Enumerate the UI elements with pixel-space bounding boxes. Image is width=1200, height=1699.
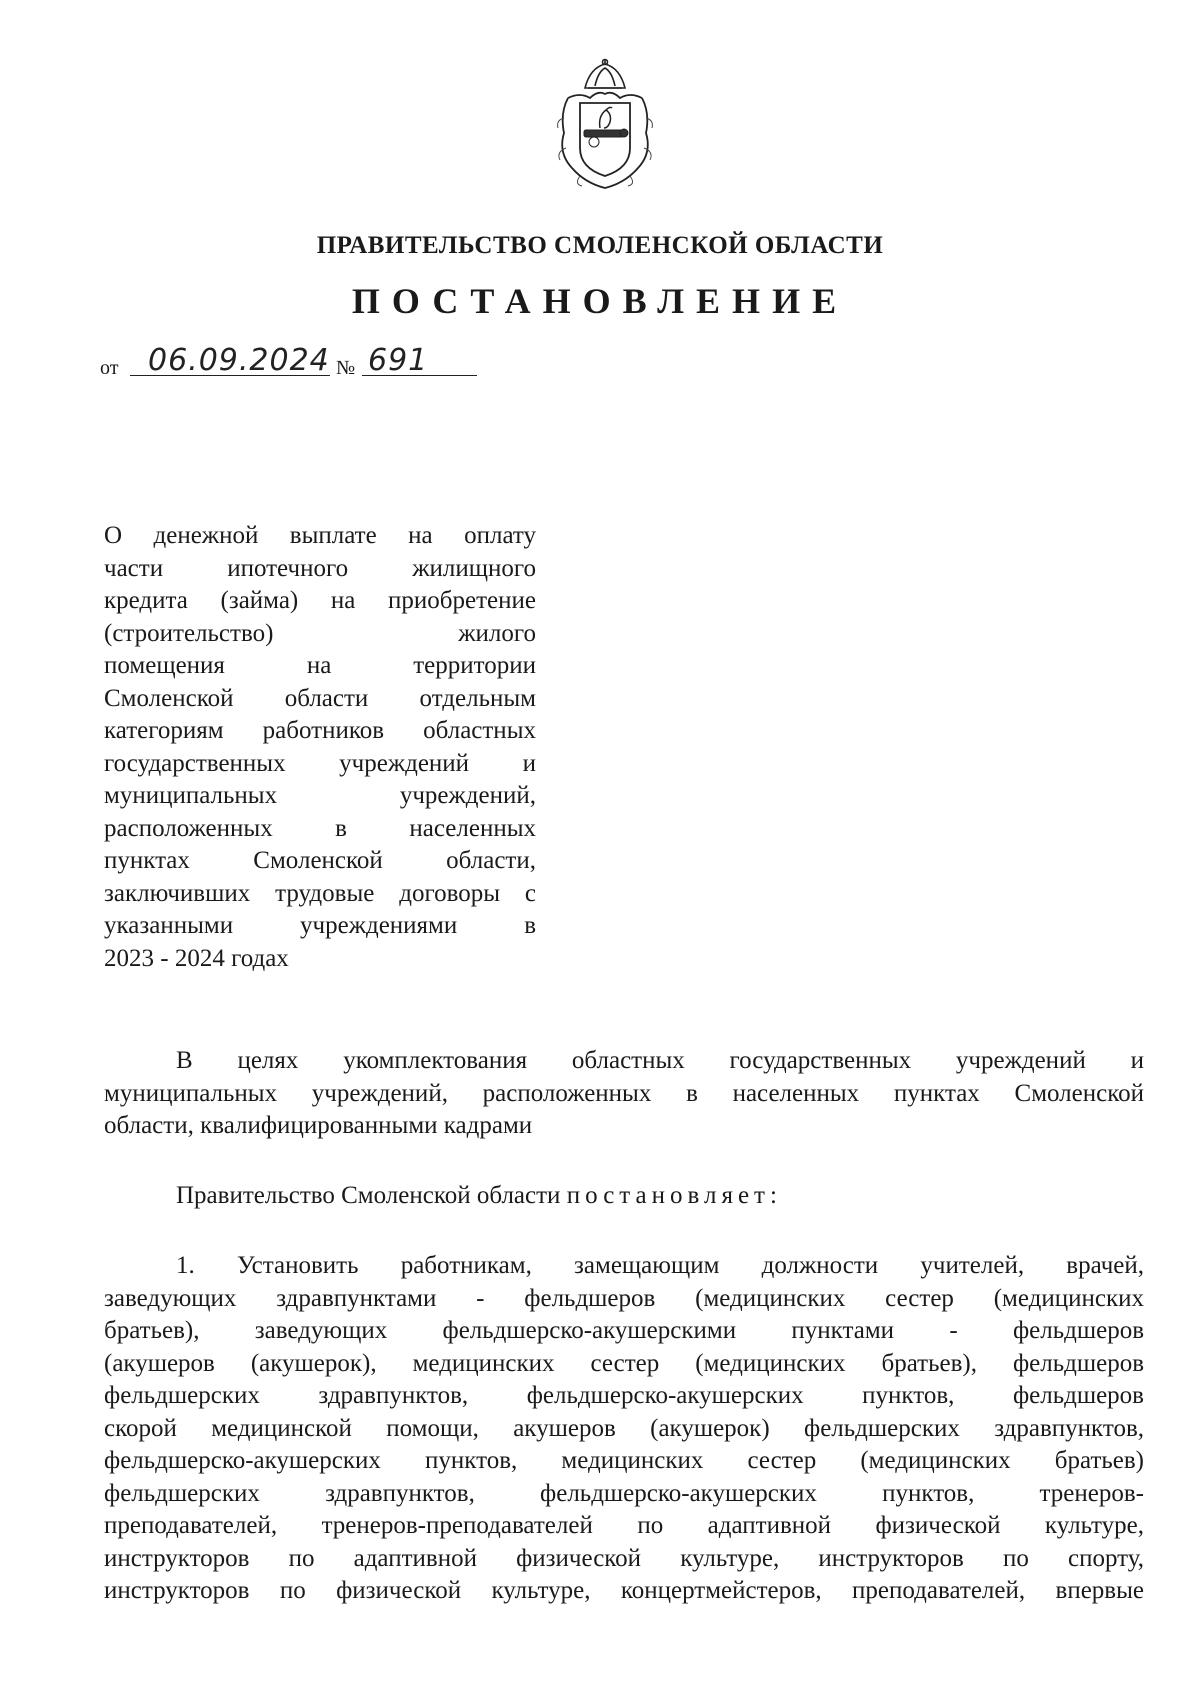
number-value: 691 <box>368 343 429 378</box>
title-line: части ипотечного жилищного <box>104 554 536 582</box>
title-line: заключивших трудовые договоры с <box>104 879 536 907</box>
date-value: 06.09.2024 <box>148 343 330 378</box>
document-title <box>104 520 536 975</box>
date-label: от <box>100 357 119 379</box>
title-line: кредита (займа) на приобретение <box>104 587 536 614</box>
date-number-row <box>100 345 540 385</box>
title-line: пунктах Смоленской области, <box>104 847 536 874</box>
resolution-paragraph <box>104 1180 1144 1213</box>
title-line: помещения на территории <box>104 652 536 679</box>
paragraph-line: инструкторов по адаптивной физической культуре, инструкторов по спорту, <box>104 1544 1144 1572</box>
resolution-verb: постановляет: <box>566 1182 782 1209</box>
paragraph-line: (акушеров (акушерок), медицинских сестер (медицинских братьев), фельдшеров <box>104 1349 1144 1377</box>
paragraph-line: фельдшерских здравпунктов, фельдшерско-акушерских пунктов, фельдшеров <box>104 1382 1144 1409</box>
paragraph-line: заведующих здравпунктами - фельдшеров (медицинских сестер (медицинских <box>104 1284 1144 1312</box>
title-line: (строительство) жилого <box>104 619 536 647</box>
coat-of-arms-emblem <box>550 58 660 193</box>
paragraph-line: преподавателей, тренеров-преподавателей по адаптивной физической культуре, <box>104 1512 1144 1539</box>
number-label: № <box>336 357 356 379</box>
title-line: 2023 - 2024 годах <box>104 944 289 972</box>
paragraph-line: фельдшерских здравпунктов, фельдшерско-акушерских пунктов, тренеров- <box>104 1479 1144 1507</box>
document-type: ПОСТАНОВЛЕНИЕ <box>351 281 849 321</box>
organization-name: ПРАВИТЕЛЬСТВО СМОЛЕНСКОЙ ОБЛАСТИ <box>316 232 884 259</box>
clause-1-paragraph <box>104 1250 1144 1608</box>
title-line: О денежной выплате на оплату <box>104 522 536 549</box>
paragraph-line: 1. Установить работникам, замещающим должности учителей, врачей, <box>176 1252 1144 1279</box>
paragraph-line: муниципальных учреждений, расположенных в населенных пунктах Смоленской <box>104 1079 1144 1107</box>
paragraph-line: инструкторов по физической культуре, концертмейстеров, преподавателей, впервые <box>104 1577 1144 1604</box>
paragraph-line: В целях укомплектования областных государственных учреждений и <box>176 1047 1144 1074</box>
paragraph-line: области, квалифицированными кадрами <box>104 1112 533 1139</box>
title-line: категориям работников областных <box>104 717 536 744</box>
paragraph-line: фельдшерско-акушерских пунктов, медицинских сестер (медицинских братьев) <box>104 1447 1144 1474</box>
title-line: муниципальных учреждений, <box>104 782 536 809</box>
paragraph-line: скорой медицинской помощи, акушеров (акушерок) фельдшерских здравпунктов, <box>104 1414 1144 1442</box>
preamble-paragraph <box>104 1045 1144 1143</box>
title-line: расположенных в населенных <box>104 814 536 842</box>
resolution-prefix: Правительство Смоленской области <box>176 1182 567 1209</box>
title-line: государственных учреждений и <box>104 749 536 777</box>
paragraph-line: братьев), заведующих фельдшерско-акушерскими пунктами - фельдшеров <box>104 1317 1144 1344</box>
title-line: указанными учреждениями в <box>104 912 536 939</box>
title-line: Смоленской области отдельным <box>104 684 536 712</box>
paragraph-line <box>104 1180 1144 1213</box>
